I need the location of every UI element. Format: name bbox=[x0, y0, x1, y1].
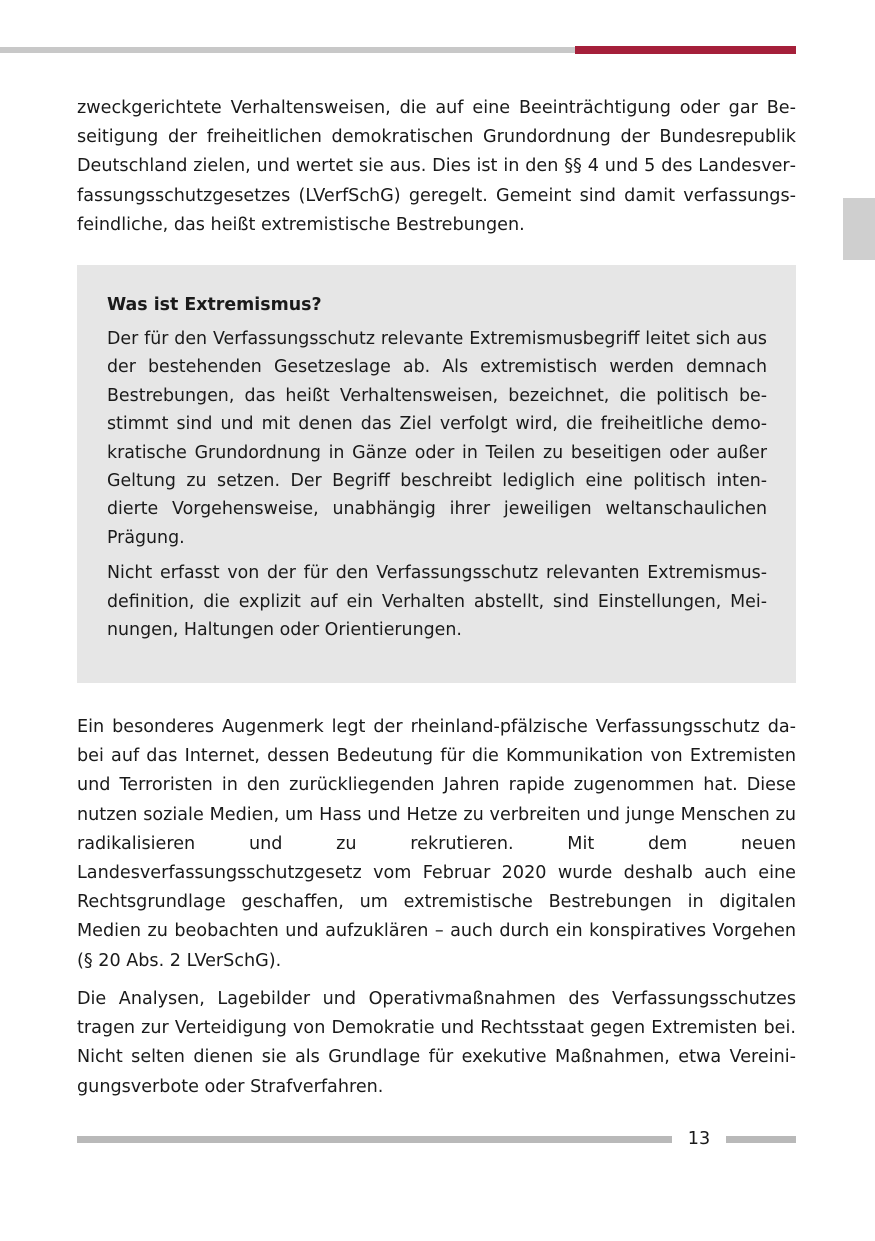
chapter-tab-marker bbox=[843, 198, 875, 260]
footer-rule-left bbox=[77, 1136, 672, 1143]
internet-paragraph: Ein besonderes Augenmerk legt der rheinland-pfälzische Verfassungsschutz dabei auf das Internet, dessen Bedeutung für die Kommunikation von Extremisten und Terroristen in den zurückliegenden Jahren rapide zugenommen hat. Diese nutzen soziale Medien, um Hass und Hetze zu verbreiten und junge Menschen zu radikalisieren und zu rekrutieren. Mit dem neuen Landesverfassungsschutzgesetz vom Februar 2020 wurde deshalb auch eine Rechtsgrundlage geschaffen, um extremistische Bestrebungen in digitalen Medien zu beobachten und aufzuklären – auch durch ein konspiratives Vorgehen (§ 20 Abs. 2 LVerSchG). bbox=[77, 717, 796, 971]
extremism-infobox bbox=[77, 265, 796, 683]
footer-rule-right bbox=[726, 1136, 796, 1143]
analyses-paragraph: Die Analysen, Lagebilder und Operativmaßnahmen des Verfassungsschutzes tragen zur Verteidigung von Demokratie und Rechtsstaat gegen Extremisten bei. Nicht selten dienen sie als Grundlage für exekutive Maßnahmen, etwa Vereinigungsverbote oder Strafverfahren. bbox=[77, 989, 796, 1097]
header-accent-rule bbox=[575, 46, 796, 54]
intro-paragraph: zweckgerichtete Verhaltensweisen, die auf eine Beeinträchtigung oder gar Beseitigung der freiheitlichen demokratischen Grundordnung der Bundesrepublik Deutschland zielen, und wertet sie aus. Dies ist in den §§ 4 und 5 des Landesverfassungsschutzgesetzes (LVerfSchG) geregelt. Gemeint sind damit verfassungsfeindliche, das heißt extremistische Bestrebungen. bbox=[77, 98, 796, 235]
infobox-paragraph-exclusion: Nicht erfasst von der für den Verfassungsschutz relevanten Extremismusdefinition, die explizit auf ein Verhalten abstellt, sind Einstellungen, Meinungen, Haltungen oder Orientierungen. bbox=[107, 563, 767, 641]
header-rule bbox=[0, 47, 575, 53]
infobox-title: Was ist Extremismus? bbox=[107, 295, 322, 315]
infobox-paragraph-definition: Der für den Verfassungsschutz relevante Extremismusbegriff leitet sich aus der bestehenden Gesetzeslage ab. Als extremistisch werden demnach Bestrebungen, das heißt Verhaltensweisen, bezeichnet, die politisch bestimmt sind und mit denen das Ziel verfolgt wird, die freiheitliche demokratische Grundordnung in Gänze oder in Teilen zu beseitigen oder außer Geltung zu setzen. Der Begriff beschreibt lediglich eine politisch intendierte Vorgehensweise, unabhängig ihrer jeweiligen weltanschaulichen Prägung. bbox=[107, 329, 767, 548]
page-number: 13 bbox=[687, 1129, 711, 1149]
